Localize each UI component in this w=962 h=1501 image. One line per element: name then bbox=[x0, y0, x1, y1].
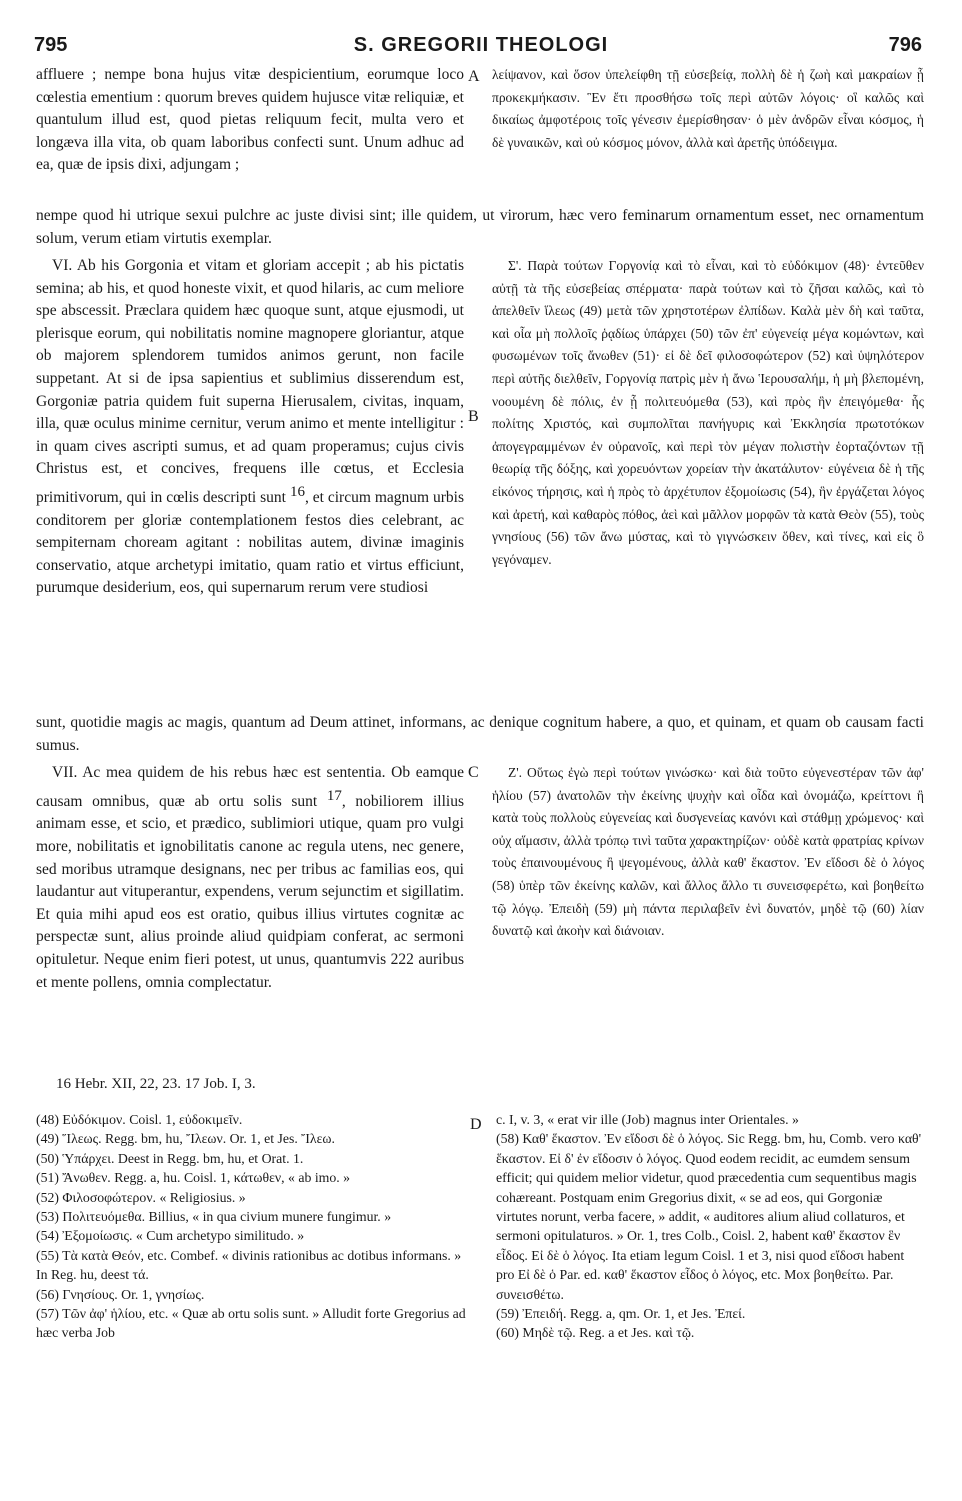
latin-paragraph bbox=[36, 762, 464, 994]
notes-right bbox=[496, 1110, 924, 1490]
scripture-reference-text: 16 Hebr. XII, 22, 23. 17 Job. I, 3. bbox=[56, 1076, 256, 1092]
greek-paragraph: Ζ'. Οὕτως ἐγὼ περὶ τούτων γινώσκω· καὶ διὰ τοῦτο εὐγενεστέραν τῶν ἀφ' ἡλίου (57) ἀνατολῶν τὴν ἐκείνης ψυχὴν καὶ οἶδα καὶ ὀνομάζω, κρείττονι ἢ κατὰ τοὺς πολλοὺς εὐγενείας καὶ δυσγενείας κανόνι καὶ στάθμῃ χρώμενος· καὶ οὐχ αἵμασιν, ἀλλὰ τρόπῳ τινὶ ταῦτα χαρακτηρίζων· οὐδὲ κατὰ φρατρίας κρίνων τοὺς ἐπαινουμένους ἢ ψεγομένους, ἀλλὰ καθ' ἕκαστον. Ἐν εἴδοσι δὲ ὁ λόγος (58) ὑπὲρ τῶν ἐκείνης καλῶν, καὶ ἄλλος ἄλλο τι συνεισφερέτω, καὶ βοηθείτω τῷ λόγῳ. Ἐπειδὴ (59) μὴ πάντα περιλαβεῖν ἑνὶ δυνατόν, μηδὲ τῷ (60) λίαν δυνατῷ καὶ ἀκοὴν καὶ διάνοιαν. bbox=[492, 765, 924, 939]
greek-paragraph: Σ'. Παρὰ τούτων Γοργονίᾳ καὶ τὸ εἶναι, καὶ τὸ εὐδόκιμον (48)· ἐντεῦθεν αὐτῇ τὰ τῆς εὐσεβείας σπέρματα· παρὰ τούτων καὶ τὸ ζῆσαι καλῶς, καὶ τὸ ἀπελθεῖν ἵλεως (49) μετὰ τῶν χρηστοτέρων ἐλπίδων. Καλὰ μὲν δὴ καὶ ταῦτα, καὶ οἷα μὴ πολλοῖς ῥᾳδίως ὑπάρχει (50) τῶν ἐπ' εὐγενείᾳ μέγα κομώντων, καὶ φυσωμένων τοῖς ἄνωθεν (51)· εἰ δὲ δεῖ φιλοσοφώτερον (52) καὶ ὑψηλότερον περὶ αὐτῆς διελθεῖν, Γοργονίᾳ πατρὶς μὲν ἡ ἄνω Ἱερουσαλήμ, ἡ μὴ βλεπομένη, νοουμένη δὲ πόλις, ἐν ᾗ πολιτευόμεθα (53), καὶ πρὸς ἣν ἐπειγόμεθα· ἧς πολίτης Χριστός, καὶ συμπολῖται πανήγυρις καὶ Ἐκκλησία πρωτοτόκων ἀπογεγραμμένων ἐν οὐρανοῖς, καὶ περὶ τὸν μέγαν πολιστὴν ἑορταζόντων τῇ θεωρίᾳ τῆς δόξης, καὶ χορευόντων χορείαν τὴν ἀκατάλυτον· εὐγένεια δὲ ἡ τῆς εἰκόνος τήρησις, καὶ ἡ πρὸς τὸ ἀρχέτυπον ἐξομοίωσις (54), ἣν ἐργάζεται λόγος καὶ ἀρετή, καὶ καθαρὸς πόθος, ἀεὶ καὶ μᾶλλον μορφῶν τὰ κατὰ Θεὸν (55), τοὺς γνησίους (56) τῶν ἄνω μύστας, καὶ τὸ γιγνώσκειν ὅθεν, καὶ τίνες, καὶ εἰς ὃ γεγόναμεν. bbox=[492, 258, 924, 567]
note: c. I, v. 3, « erat vir ille (Job) magnus inter Orientales. » bbox=[496, 1112, 799, 1127]
column-marker-d: D bbox=[470, 1116, 482, 1133]
latin-column-b bbox=[36, 255, 464, 711]
column-marker-c: C bbox=[468, 764, 479, 781]
latin-paragraph bbox=[36, 255, 464, 600]
latin-paragraph: affluere ; nempe bona hujus vitæ despicientium, eorumque loco cœlestia ementium : quorum breves quidem hujusce vitæ reliquiæ, et quantulum illud est, quod pietas reliquum fecit, multa vero et longæva illa vita, ob quam laboribus confecti sunt. Unum adhuc ad ea, quæ de ipsis dixi, adjungam ; bbox=[36, 66, 464, 174]
note: (58) Καθ' ἕκαστον. Ἐν εἴδοσι δὲ ὁ λόγος. Sic Regg. bm, hu, Comb. vero καθ' ἕκαστον. Εἰ δ' ἐν εἴδοσιν ὁ λόγος. Quod eodem recidit, ac eumdem sensum efficit; qui quidem melior videtur, quod præcedentia cum sequentibus magis cohæreant. Postquam enim Gregorius dixit, « se ad eos, qui Gorgoniæ virtutes norunt, verba facere, » addit, « auditores alium aliud collaturos, et sermoni opitulaturos. » Or. 1, tres Colb., Coisl. 2, habent καθ' ἕκαστον ἓν εἶδος. Εἰ δὲ ὁ λόγος. Ita etiam legum Coisl. 1 et 3, nisi quod εἴδοσι habent pro Εἰ δὲ ὁ Par. ed. καθ' ἕκαστον εἶδος ὁ λόγος, etc. Mox βοηθείτω. Par. συνεισθέτω. bbox=[496, 1131, 922, 1302]
note: (59) Ἐπειδή. Regg. a, qm. Or. 1, et Jes. Ἐπεί. bbox=[496, 1306, 746, 1322]
fullwidth-text-b bbox=[36, 712, 924, 760]
running-title: S. GREGORII THEOLOGI bbox=[353, 34, 609, 56]
note: (51) Ἄνωθεν. Regg. a, hu. Coisl. 1, κάτωθεν, « ab imo. » bbox=[36, 1170, 351, 1186]
note: (52) Φιλοσοφώτερον. « Religiosius. » bbox=[36, 1189, 246, 1205]
latin-column-c bbox=[36, 762, 464, 1064]
note: (54) Ἐξομοίωσις. « Cum archetypo similitudo. » bbox=[36, 1228, 305, 1244]
column-marker-b: B bbox=[468, 408, 479, 425]
page-number-right: 796 bbox=[888, 34, 922, 56]
column-marker-a: A bbox=[468, 68, 480, 85]
greek-column-b bbox=[492, 255, 924, 711]
page-header bbox=[30, 34, 932, 58]
greek-column-c bbox=[492, 762, 924, 1042]
latin-text: , nobiliorem illius animam esse, et scio, et prædico, sublimiori utique, quam pro vulgi more, nobilitatis et ignobilitatis canone ac regula utens, nec genere, sed moribus utramque designans, nec per tribus ac familias eos, qui laudantur aut vituperantur, expendens, verum sejunctim et sigillatim. Et quia mihi apud eos est oratio, quibus illius virtutes cognitæ ac perspectæ sunt, alius proinde aliud quidpiam conferat, ac sermoni opituletur. Neque enim fieri potest, ut unus, quantumvis 222 auribus et mente pollens, omnia complectatur. bbox=[36, 792, 464, 991]
note: (53) Πολιτευόμεθα. Billius, « in qua civium munere fungimur. » bbox=[36, 1209, 392, 1225]
fullwidth-text-a bbox=[36, 205, 924, 251]
scripture-references bbox=[56, 1074, 476, 1098]
footnote-ref: 17 bbox=[326, 787, 342, 804]
greek-paragraph: λείψανον, καὶ ὅσον ὑπελείφθη τῇ εὐσεβείᾳ, πολλὴ δὲ ἡ ζωὴ καὶ μακραίων ᾗ προκεκμήκασιν. Ἓν ἔτι προσθήσω τοῖς περὶ αὐτῶν λόγοις· οἳ καλῶς καὶ δικαίως ἀμφοτέροις τοῖς γένεσιν ἐμερίσθησαν· ὁ μὲν ἀνδρῶν εἶναι κόσμος, ἡ δὲ γυναικῶν, καὶ οὐ κόσμος μόνον, ἀλλὰ καὶ ἀρετῆς ὑπόδειγμα. bbox=[492, 67, 924, 150]
notes-left bbox=[36, 1110, 466, 1490]
note: (57) Τῶν ἀφ' ἡλίου, etc. « Quæ ab ortu solis sunt. » Alludit forte Gregorius ad hæc verba Job bbox=[36, 1306, 466, 1341]
note: (60) Μηδὲ τῷ. Reg. a et Jes. καὶ τῷ. bbox=[496, 1325, 695, 1341]
note: (50) Ὑπάρχει. Deest in Regg. bm, hu, et Orat. 1. bbox=[36, 1150, 304, 1166]
greek-column-a bbox=[492, 64, 924, 204]
latin-text: VI. Ab his Gorgonia et vitam et gloriam accepit ; ab his pictatis semina; ab his, et quod honeste vixit, et quod hilaris, ac cum meliore spe abscessit. Præclara quidem hæc quoque sunt, atque ejusmodi, ut plerisque eorum, qui nobilitatis nomine magnopere gloriantur, atque ob majorem splendorem tumidos animos gerunt, non facile suppetant. At si de ipsa sapientius et sublimius disserendum est, Gorgoniæ patria quidem fuit superna Hierusalem, civitas, inquam, illa, quæ oculus minime cernitur, verum animo et mente intelligitur : in quam cives ascripti sumus, et ad quam properamus; cujus civis Christus est, et concives, frequens ille cœtus, et Ecclesia primitivorum, qui in cœlis descripti sunt bbox=[36, 257, 464, 507]
latin-text: , et circum magnum urbis conditorem per gloriæ contemplationem festos dies celebrant, ac sempiternam choream agitant : nobilitas autem, divinæ imaginis conservatio, atque archetypi imitatio, quam ratio et virtus efficiunt, purumque desiderium, eos, qui supernarum rerum vere studiosi bbox=[36, 489, 464, 597]
note: (49) Ἵλεως. Regg. bm, hu, Ἴλεων. Or. 1, et Jes. Ἴλεω. bbox=[36, 1131, 335, 1147]
latin-text: VII. Ac mea quidem de his rebus hæc est sententia. Ob eamque causam omnibus, quæ ab ortu solis sunt bbox=[36, 764, 464, 810]
fullwidth-paragraph: sunt, quotidie magis ac magis, quantum ad Deum attinet, informans, ac denique cognitum habere, a quo, et quinam, et quam ob causam facti sumus. bbox=[36, 714, 924, 754]
footnote-ref: 16 bbox=[289, 483, 305, 500]
note: (48) Εὐδόκιμον. Coisl. 1, εὐδοκιμεῖν. bbox=[36, 1112, 243, 1127]
note: (55) Τὰ κατὰ Θεόν, etc. Combef. « divinis rationibus ac dotibus informans. » In Reg. hu, deest τά. bbox=[36, 1247, 462, 1283]
note: (56) Γνησίους. Or. 1, γνησίως. bbox=[36, 1286, 205, 1302]
page-number-left: 795 bbox=[34, 34, 68, 56]
latin-column-a bbox=[36, 64, 464, 204]
fullwidth-paragraph: nempe quod hi utrique sexui pulchre ac juste divisi sint; ille quidem, ut virorum, hæc vero feminarum ornamentum esset, nec ornamentum solum, verum etiam virtutis exemplar. bbox=[36, 207, 924, 247]
